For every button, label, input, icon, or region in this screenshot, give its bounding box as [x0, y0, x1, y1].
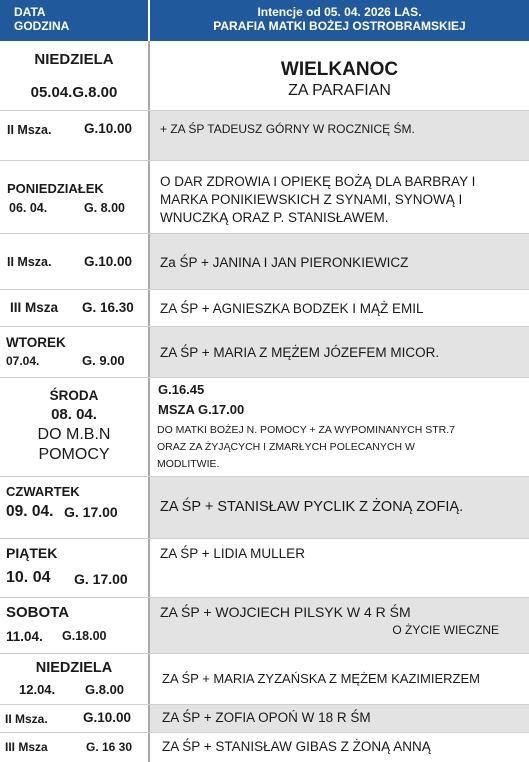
intention-line-1: DO MATKI BOŻEJ N. POMOCY + ZA WYPOMINANYCH STR.7: [157, 424, 456, 436]
header-title: Intencje od 05. 04. 2026 LAS.: [257, 5, 422, 19]
date: 11.04.: [6, 629, 43, 644]
date-cell: [0, 733, 150, 762]
day-name: ŚRODA: [49, 388, 99, 403]
day-name: CZWARTEK: [6, 484, 80, 499]
intention-cell: [150, 705, 529, 732]
novena-time: G.16.45: [158, 382, 205, 397]
intention-cell: [150, 477, 529, 538]
mass-time: G. 16.30: [82, 300, 134, 315]
intention-text: + ZA ŚP TADEUSZ GÓRNY W ROCZNICĘ ŚM.: [160, 122, 415, 136]
table-header: [0, 0, 529, 41]
intention-cell: [150, 41, 529, 110]
intention-cell: [150, 161, 529, 233]
date-cell: [0, 161, 150, 233]
feast-title: WIELKANOC: [280, 59, 399, 80]
date: 12.04.: [19, 682, 56, 697]
table-row: [0, 477, 529, 538]
intention-cell: [150, 290, 529, 326]
feast-subtitle: ZA PARAFIAN: [288, 82, 391, 99]
mass-time: G.10.00: [84, 254, 133, 269]
intention-text: ZA ŚP + ZOFIA OPOŃ W 18 R ŚM: [162, 710, 371, 725]
intention-cell: [150, 654, 529, 704]
header-parish: PARAFIA MATKI BOŻEJ OSTROBRAMSKIEJ: [213, 19, 466, 33]
table-row: [0, 539, 529, 597]
mass-time: G.8.00: [85, 682, 125, 697]
day-name: NIEDZIELA: [34, 51, 114, 68]
date: 06. 04.: [9, 201, 48, 215]
date-cell: [0, 598, 150, 653]
intention-cell: [150, 234, 529, 289]
mass-time: G. 9.00: [82, 353, 125, 368]
header-date-column: [0, 0, 150, 41]
date: 09. 04.: [6, 503, 54, 520]
intention-line-3: MODLITWIE.: [157, 458, 220, 470]
mass-time: G. 16 30: [86, 740, 133, 754]
date-cell: [0, 290, 150, 326]
date-cell: [0, 705, 150, 732]
dedication-line-1: DO M.B.N: [37, 426, 111, 443]
table-row: [0, 654, 529, 704]
day-name: SOBOTA: [6, 604, 70, 621]
date-time: 05.04.G.8.00: [30, 84, 118, 101]
date-cell: [0, 539, 150, 597]
intention-cell: [150, 378, 529, 476]
table-row: [0, 378, 529, 476]
mass-number: II Msza.: [5, 712, 48, 726]
date-cell: [0, 378, 150, 476]
intention-line-1: O DAR ZDROWIA I OPIEKĘ BOŻĄ DLA BARBRAY I: [160, 174, 476, 189]
intention-cell: [150, 539, 529, 597]
mass-number: II Msza.: [7, 255, 52, 269]
day-name: WTOREK: [6, 335, 66, 350]
intention-text: ZA ŚP + AGNIESZKA BODZEK I MĄŻ EMIL: [160, 301, 424, 316]
date-cell: [0, 234, 150, 289]
intention-cell: [150, 733, 529, 762]
table-row: [0, 111, 529, 160]
mass-number: III Msza: [10, 300, 59, 315]
intention-text: Za ŚP + JANINA I JAN PIERONKIEWICZ: [160, 255, 409, 270]
dedication-line-2: POMOCY: [38, 446, 110, 463]
table-row: [0, 598, 529, 653]
intention-cell: [150, 598, 529, 653]
mass-number: II Msza.: [7, 123, 52, 137]
intention-text: ZA ŚP + STANISŁAW PYCLIK Z ŻONĄ ZOFIĄ.: [160, 499, 464, 515]
intention-text: ZA ŚP + MARIA Z MĘŻEM JÓZEFEM MICOR.: [160, 345, 440, 360]
table-row: [0, 234, 529, 289]
intention-note: O ŻYCIE WIECZNE: [392, 623, 499, 637]
intention-text: ZA ŚP + MARIA ZYZAŃSKA Z MĘŻEM KAZIMIERZEM: [162, 671, 480, 686]
intention-cell: [150, 111, 529, 160]
header-time-label: GODZINA: [14, 19, 70, 33]
table-row: [0, 733, 529, 762]
mass-time: G.18.00: [62, 629, 107, 643]
intention-line-2: ORAZ ZA ŻYJĄCYCH I ZMARŁYCH POLECANYCH W: [157, 441, 415, 453]
intention-line-2: MARKA PONIKIEWSKICH Z SYNAMI, SYNOWĄ I: [160, 192, 463, 207]
intention-text: ZA ŚP + WOJCIECH PILSYK W 4 R ŚM: [160, 604, 411, 620]
table-row: [0, 41, 529, 110]
intention-text: ZA ŚP + STANISŁAW GIBAS Z ŻONĄ ANNĄ: [162, 739, 431, 754]
mass-time: G. 17.00: [74, 571, 128, 587]
mass-time: G. 17.00: [64, 504, 118, 520]
day-name: PONIEDZIAŁEK: [7, 181, 104, 196]
header-title-column: [150, 0, 529, 41]
day-name: NIEDZIELA: [35, 660, 113, 676]
mass-time: MSZA G.17.00: [158, 402, 245, 417]
date-cell: [0, 654, 150, 704]
header-date-label: DATA: [14, 5, 46, 19]
intention-line-3: WNUCZKĄ ORAZ P. STANISŁAWEM.: [160, 210, 389, 225]
date: 10. 04: [6, 569, 51, 586]
intention-text: ZA ŚP + LIDIA MULLER: [160, 546, 305, 561]
mass-time: G. 8.00: [84, 201, 125, 215]
date: 08. 04.: [51, 406, 97, 423]
day-name: PIĄTEK: [6, 545, 58, 561]
date-cell: [0, 327, 150, 377]
table-row: [0, 290, 529, 326]
date-cell: [0, 41, 150, 110]
date-cell: [0, 477, 150, 538]
table-row: [0, 327, 529, 377]
intention-cell: [150, 327, 529, 377]
date-cell: [0, 111, 150, 160]
date: 07.04.: [6, 354, 40, 368]
mass-number: III Msza: [5, 740, 48, 754]
table-row: [0, 705, 529, 732]
mass-time: G.10.00: [84, 121, 133, 136]
mass-time: G.10.00: [83, 710, 132, 725]
table-row: [0, 161, 529, 233]
